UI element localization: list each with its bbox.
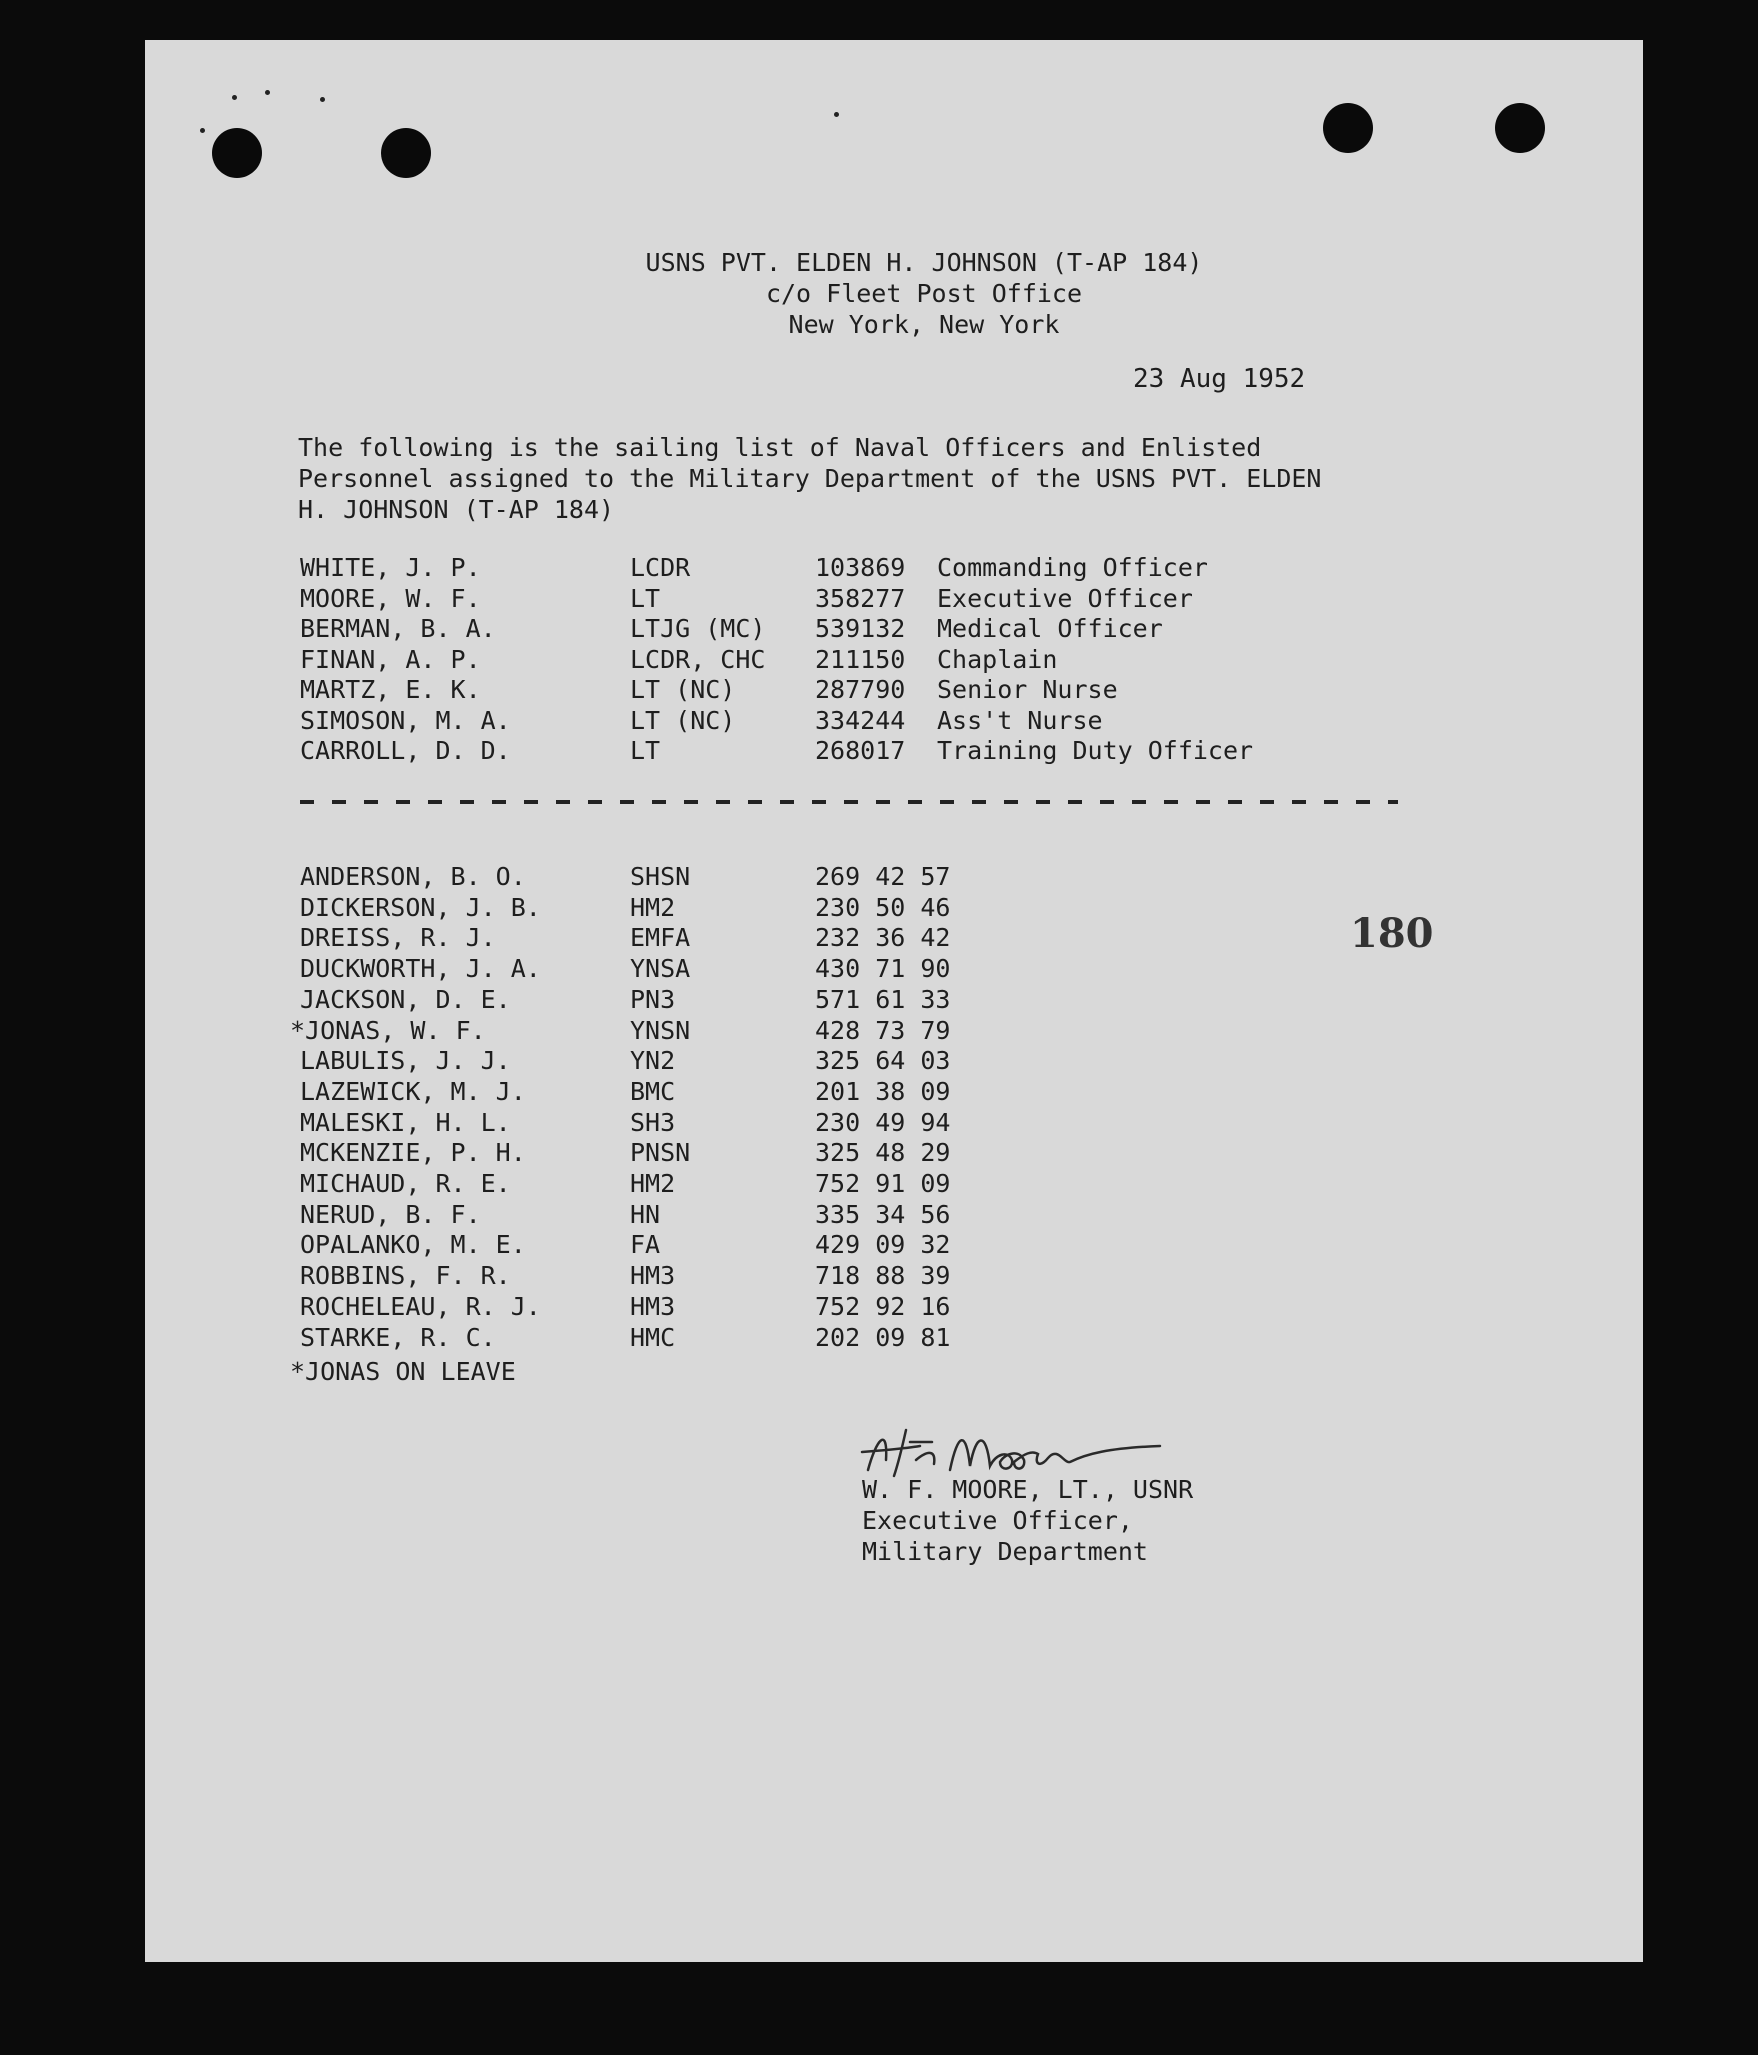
signatory-name: W. F. MOORE, LT., USNR <box>862 1475 1194 1504</box>
service-number: 718 88 39 <box>815 1261 951 1291</box>
person-name: MOORE, W. F. <box>300 583 481 613</box>
person-name: *JONAS, W. F. <box>290 1015 486 1045</box>
address-line-2: New York, New York <box>788 310 1060 339</box>
rank: SH3 <box>630 1107 676 1137</box>
person-name: DUCKWORTH, J. A. <box>300 954 541 984</box>
service-number: 539132 <box>815 614 906 643</box>
rank: LCDR <box>630 553 691 582</box>
person-name: CARROLL, D. D. <box>300 736 511 765</box>
service-number: 429 09 32 <box>815 1230 951 1260</box>
rank: PN3 <box>630 984 676 1014</box>
footnote: *JONAS ON LEAVE <box>290 1357 516 1386</box>
signatory-title: Executive Officer, <box>862 1506 1133 1535</box>
person-name: OPALANKO, M. E. <box>300 1230 526 1260</box>
rank: LT (NC) <box>630 705 736 735</box>
service-number: 335 34 56 <box>815 1199 951 1229</box>
duty-title: Medical Officer <box>937 614 1163 643</box>
rank: HM3 <box>630 1291 676 1321</box>
rank: FA <box>630 1230 661 1260</box>
duty-title: Ass't Nurse <box>937 705 1103 735</box>
person-name: DREISS, R. J. <box>300 923 496 953</box>
service-number: 752 92 16 <box>815 1291 951 1321</box>
punch-hole <box>381 128 431 178</box>
service-number: 268017 <box>815 736 906 765</box>
speck <box>320 97 325 102</box>
person-name: WHITE, J. P. <box>300 553 481 582</box>
person-name: ANDERSON, B. O. <box>300 862 526 891</box>
person-name: ROBBINS, F. R. <box>300 1261 511 1291</box>
rank: HM3 <box>630 1261 676 1291</box>
rank: LT <box>630 736 661 765</box>
service-number: 325 48 29 <box>815 1138 951 1168</box>
rank: SHSN <box>630 862 691 891</box>
rank: HMC <box>630 1322 676 1352</box>
speck <box>265 90 270 95</box>
service-number: 325 64 03 <box>815 1046 951 1076</box>
rank: HM2 <box>630 1169 676 1198</box>
person-name: STARKE, R. C. <box>300 1322 496 1352</box>
service-number: 103869 <box>815 553 906 582</box>
section-divider <box>300 800 1398 804</box>
person-name: NERUD, B. F. <box>300 1199 481 1229</box>
rank: HM2 <box>630 892 676 922</box>
rank: LTJG (MC) <box>630 614 766 643</box>
punch-hole <box>1495 103 1545 153</box>
person-name: FINAN, A. P. <box>300 644 481 674</box>
signatory-department: Military Department <box>862 1537 1148 1566</box>
service-number: 430 71 90 <box>815 954 951 984</box>
service-number: 358277 <box>815 583 906 613</box>
person-name: MCKENZIE, P. H. <box>300 1138 526 1168</box>
speck <box>200 128 205 133</box>
duty-title: Executive Officer <box>937 583 1193 613</box>
duty-title: Commanding Officer <box>937 553 1208 582</box>
rank: PNSN <box>630 1138 691 1168</box>
duty-title: Training Duty Officer <box>937 736 1254 765</box>
rank: BMC <box>630 1076 676 1106</box>
service-number: 232 36 42 <box>815 923 951 953</box>
person-name: BERMAN, B. A. <box>300 614 496 643</box>
service-number: 334244 <box>815 705 906 735</box>
service-number: 211150 <box>815 644 906 674</box>
rank: YNSA <box>630 954 691 984</box>
service-number: 269 42 57 <box>815 862 951 891</box>
person-name: LABULIS, J. J. <box>300 1046 511 1076</box>
rank: LT (NC) <box>630 675 736 704</box>
duty-title: Senior Nurse <box>937 675 1118 704</box>
person-name: DICKERSON, J. B. <box>300 892 541 922</box>
person-name: MICHAUD, R. E. <box>300 1169 511 1198</box>
letter-date: 23 Aug 1952 <box>1133 364 1306 394</box>
punch-hole <box>1323 103 1373 153</box>
person-name: SIMOSON, M. A. <box>300 705 511 735</box>
punch-hole <box>212 128 262 178</box>
service-number: 752 91 09 <box>815 1169 951 1198</box>
rank: YN2 <box>630 1046 676 1076</box>
ship-name: USNS PVT. ELDEN H. JOHNSON (T-AP 184) <box>645 248 1203 277</box>
person-name: MARTZ, E. K. <box>300 675 481 704</box>
service-number: 230 49 94 <box>815 1107 951 1137</box>
service-number: 202 09 81 <box>815 1322 951 1352</box>
rank: LCDR, CHC <box>630 644 766 674</box>
address-line-1: c/o Fleet Post Office <box>765 279 1083 308</box>
service-number: 287790 <box>815 675 906 704</box>
speck <box>232 95 237 100</box>
service-number: 201 38 09 <box>815 1076 951 1106</box>
intro-paragraph: The following is the sailing list of Naval Officers and Enlisted Personnel assigned to the Military Department of the USNS PVT. ELDEN H. JOHNSON (T-AP 184) <box>298 433 1322 524</box>
service-number: 428 73 79 <box>815 1015 951 1045</box>
rank: EMFA <box>630 923 691 953</box>
rank: LT <box>630 583 661 613</box>
person-name: MALESKI, H. L. <box>300 1107 511 1137</box>
service-number: 230 50 46 <box>815 892 951 922</box>
person-name: ROCHELEAU, R. J. <box>300 1291 541 1321</box>
rank: YNSN <box>630 1015 691 1045</box>
person-name: LAZEWICK, M. J. <box>300 1076 526 1106</box>
rank: HN <box>630 1199 661 1229</box>
duty-title: Chaplain <box>937 644 1058 674</box>
person-name: JACKSON, D. E. <box>300 984 511 1014</box>
service-number: 571 61 33 <box>815 984 951 1014</box>
page-number: 180 <box>1350 910 1434 957</box>
speck <box>834 112 839 117</box>
